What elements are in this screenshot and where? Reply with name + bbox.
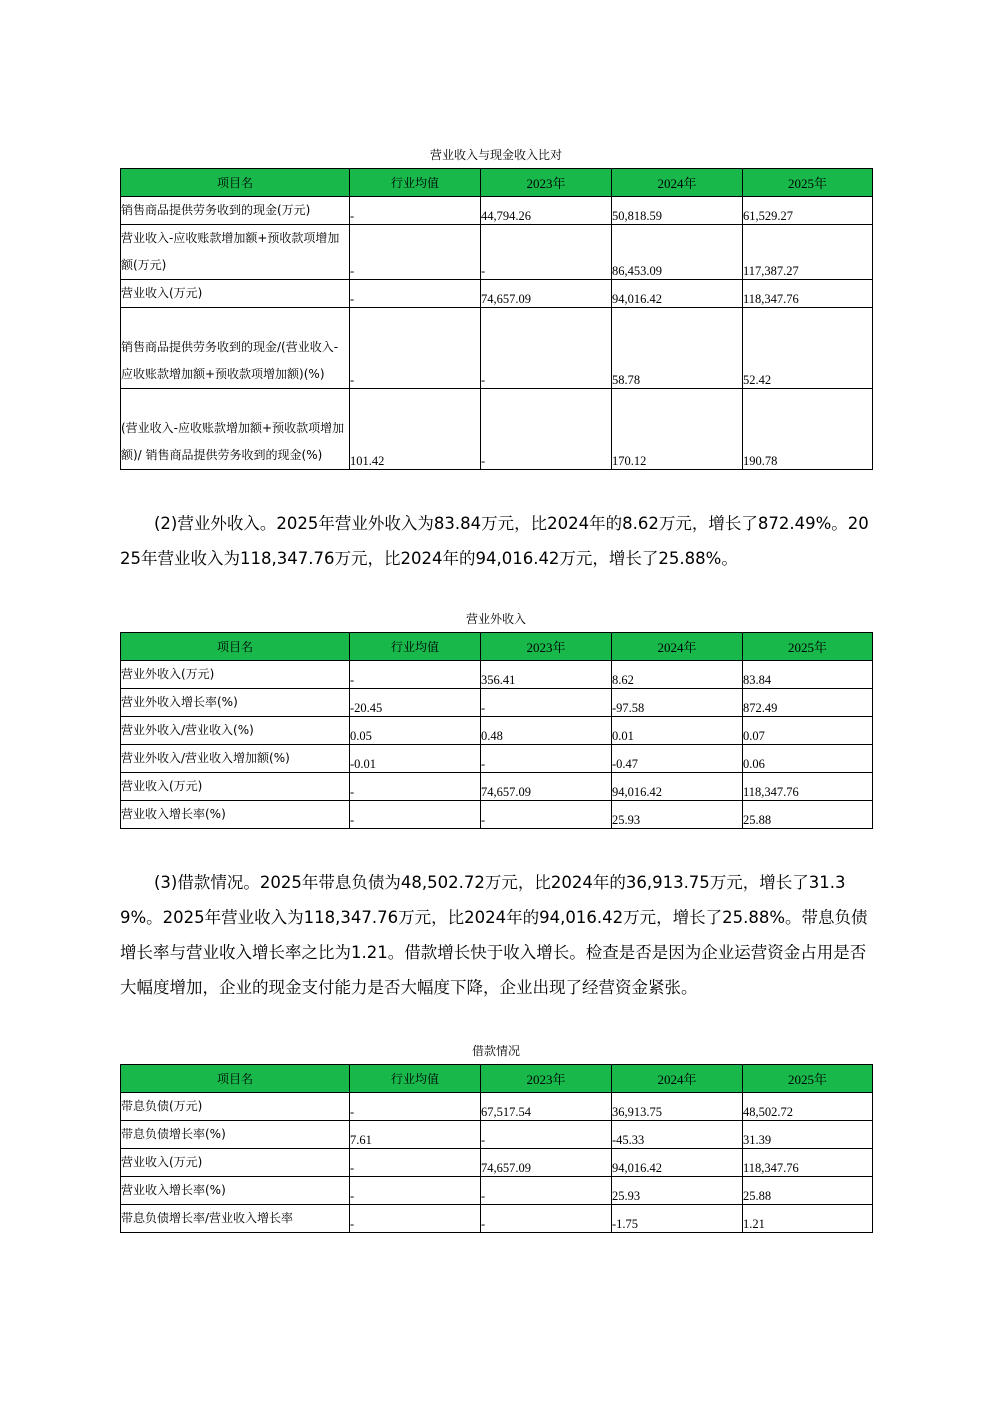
row-name: 营业外收入/营业收入增加额(%) — [121, 745, 350, 773]
row-name: 销售商品提供劳务收到的现金/(营业收入-应收账款增加额+预收款项增加额)(%) — [121, 308, 350, 389]
cell-industry-avg: -0.01 — [350, 745, 481, 773]
row-name: 营业收入增长率(%) — [121, 1177, 350, 1205]
row-name: 营业外收入增长率(%) — [121, 689, 350, 717]
cell-2025: 83.84 — [743, 661, 873, 689]
cell-2025: 48,502.72 — [743, 1093, 873, 1121]
header-2023: 2023年 — [481, 633, 612, 661]
cell-industry-avg: - — [350, 1149, 481, 1177]
header-industry-avg: 行业均值 — [350, 1065, 481, 1093]
cell-2024: -97.58 — [612, 689, 743, 717]
cell-2025: 0.07 — [743, 717, 873, 745]
row-name: 带息负债(万元) — [121, 1093, 350, 1121]
cell-industry-avg: - — [350, 197, 481, 225]
table-row — [121, 308, 873, 389]
header-2025: 2025年 — [743, 633, 873, 661]
header-item-name: 项目名 — [121, 633, 350, 661]
row-name: 营业收入(万元) — [121, 280, 350, 308]
row-name: 营业收入增长率(%) — [121, 801, 350, 829]
cell-industry-avg: - — [350, 225, 481, 280]
cell-industry-avg: - — [350, 1093, 481, 1121]
row-name: 销售商品提供劳务收到的现金(万元) — [121, 197, 350, 225]
cell-2025: 1.21 — [743, 1205, 873, 1233]
table-row — [121, 1121, 873, 1149]
cell-2025: 25.88 — [743, 801, 873, 829]
header-industry-avg: 行业均值 — [350, 169, 481, 197]
table2-caption: 营业外收入 — [465, 612, 526, 626]
cell-2025: 52.42 — [743, 308, 873, 389]
table-row — [121, 1149, 873, 1177]
cell-2025: 118,347.76 — [743, 280, 873, 308]
cell-2024: 50,818.59 — [612, 197, 743, 225]
paragraph-text: (3)借款情况。2025年带息负债为48,502.72万元，比2024年的36,913.75万元，增长了31.39%。2025年营业收入为118,347.76万元，比2024年的94,016.42万元，增长了25.88%。带息负债增长率与营业收入增长率之比为1.21。借款增长快于收入增长。检查是否是因为企业运营资金占用是否大幅度增加，企业的现金支付能力是否大幅度下降，企业出现了经营资金紧张。 — [120, 873, 868, 997]
header-2025: 2025年 — [743, 169, 873, 197]
non-operating-income-table — [120, 632, 873, 829]
cell-2023: 67,517.54 — [481, 1093, 612, 1121]
cell-2024: -1.75 — [612, 1205, 743, 1233]
row-name: 营业外收入/营业收入(%) — [121, 717, 350, 745]
cell-2023: - — [481, 1121, 612, 1149]
paragraph-text: (2)营业外收入。2025年营业外收入为83.84万元，比2024年的8.62万元，增长了872.49%。2025年营业收入为118,347.76万元，比2024年的94,016.42万元，增长了25.88%。 — [120, 514, 869, 568]
cell-2024: 0.01 — [612, 717, 743, 745]
table-row — [121, 197, 873, 225]
cell-2024: 36,913.75 — [612, 1093, 743, 1121]
table-row — [121, 1177, 873, 1205]
table-header-row — [121, 169, 873, 197]
cell-2023: - — [481, 745, 612, 773]
row-name: (营业收入-应收账款增加额+预收款项增加额)/ 销售商品提供劳务收到的现金(%) — [121, 389, 350, 470]
cell-2024: -0.47 — [612, 745, 743, 773]
cell-2023: - — [481, 801, 612, 829]
table-row — [121, 745, 873, 773]
cell-2023: - — [481, 689, 612, 717]
cash-income-comparison-table — [120, 168, 873, 470]
table-row — [121, 225, 873, 280]
cell-2023: - — [481, 225, 612, 280]
row-name: 营业收入-应收账款增加额+预收款项增加额(万元) — [121, 225, 350, 280]
row-name: 营业外收入(万元) — [121, 661, 350, 689]
cell-2024: 25.93 — [612, 801, 743, 829]
table-row — [121, 389, 873, 470]
cell-2024: 86,453.09 — [612, 225, 743, 280]
cell-2024: 25.93 — [612, 1177, 743, 1205]
header-2024: 2024年 — [612, 1065, 743, 1093]
cell-2024: 58.78 — [612, 308, 743, 389]
table-header-row — [121, 633, 873, 661]
header-item-name: 项目名 — [121, 169, 350, 197]
cell-2025: 118,347.76 — [743, 1149, 873, 1177]
table-row — [121, 773, 873, 801]
row-name: 营业收入(万元) — [121, 773, 350, 801]
table-row — [121, 689, 873, 717]
cell-2025: 872.49 — [743, 689, 873, 717]
cell-2024: 170.12 — [612, 389, 743, 470]
table-row — [121, 1093, 873, 1121]
cell-2025: 190.78 — [743, 389, 873, 470]
row-name: 带息负债增长率(%) — [121, 1121, 350, 1149]
cell-2023: - — [481, 1177, 612, 1205]
borrowing-paragraph — [120, 865, 872, 1005]
cell-2025: 117,387.27 — [743, 225, 873, 280]
table-row — [121, 1205, 873, 1233]
header-item-name: 项目名 — [121, 1065, 350, 1093]
table-row — [121, 801, 873, 829]
cell-2024: 94,016.42 — [612, 280, 743, 308]
cell-industry-avg: - — [350, 773, 481, 801]
cell-2023: - — [481, 1205, 612, 1233]
table-header-row — [121, 1065, 873, 1093]
cell-industry-avg: - — [350, 1205, 481, 1233]
cell-2024: 94,016.42 — [612, 773, 743, 801]
table-row — [121, 717, 873, 745]
cell-industry-avg: -20.45 — [350, 689, 481, 717]
table-row — [121, 280, 873, 308]
cell-2023: 74,657.09 — [481, 1149, 612, 1177]
cell-industry-avg: - — [350, 661, 481, 689]
row-name: 带息负债增长率/营业收入增长率 — [121, 1205, 350, 1233]
cell-2025: 25.88 — [743, 1177, 873, 1205]
cell-industry-avg: - — [350, 1177, 481, 1205]
cell-2023: - — [481, 308, 612, 389]
cell-industry-avg: - — [350, 308, 481, 389]
header-industry-avg: 行业均值 — [350, 633, 481, 661]
table1-caption: 营业收入与现金收入比对 — [429, 148, 562, 162]
cell-2025: 0.06 — [743, 745, 873, 773]
header-2024: 2024年 — [612, 169, 743, 197]
table3-caption: 借款情况 — [471, 1044, 520, 1058]
cell-industry-avg: 101.42 — [350, 389, 481, 470]
cell-2025: 118,347.76 — [743, 773, 873, 801]
row-name: 营业收入(万元) — [121, 1149, 350, 1177]
cell-2023: 74,657.09 — [481, 280, 612, 308]
cell-2023: 44,794.26 — [481, 197, 612, 225]
cell-industry-avg: 7.61 — [350, 1121, 481, 1149]
cell-2025: 31.39 — [743, 1121, 873, 1149]
cell-industry-avg: - — [350, 280, 481, 308]
header-2023: 2023年 — [481, 1065, 612, 1093]
cell-2024: -45.33 — [612, 1121, 743, 1149]
header-2025: 2025年 — [743, 1065, 873, 1093]
cell-2023: - — [481, 389, 612, 470]
header-2023: 2023年 — [481, 169, 612, 197]
cell-2024: 94,016.42 — [612, 1149, 743, 1177]
non-operating-income-paragraph — [120, 506, 872, 576]
cell-industry-avg: - — [350, 801, 481, 829]
cell-2023: 0.48 — [481, 717, 612, 745]
cell-industry-avg: 0.05 — [350, 717, 481, 745]
table-row — [121, 661, 873, 689]
cell-2023: 356.41 — [481, 661, 612, 689]
cell-2024: 8.62 — [612, 661, 743, 689]
cell-2023: 74,657.09 — [481, 773, 612, 801]
borrowing-table — [120, 1064, 873, 1233]
cell-2025: 61,529.27 — [743, 197, 873, 225]
header-2024: 2024年 — [612, 633, 743, 661]
